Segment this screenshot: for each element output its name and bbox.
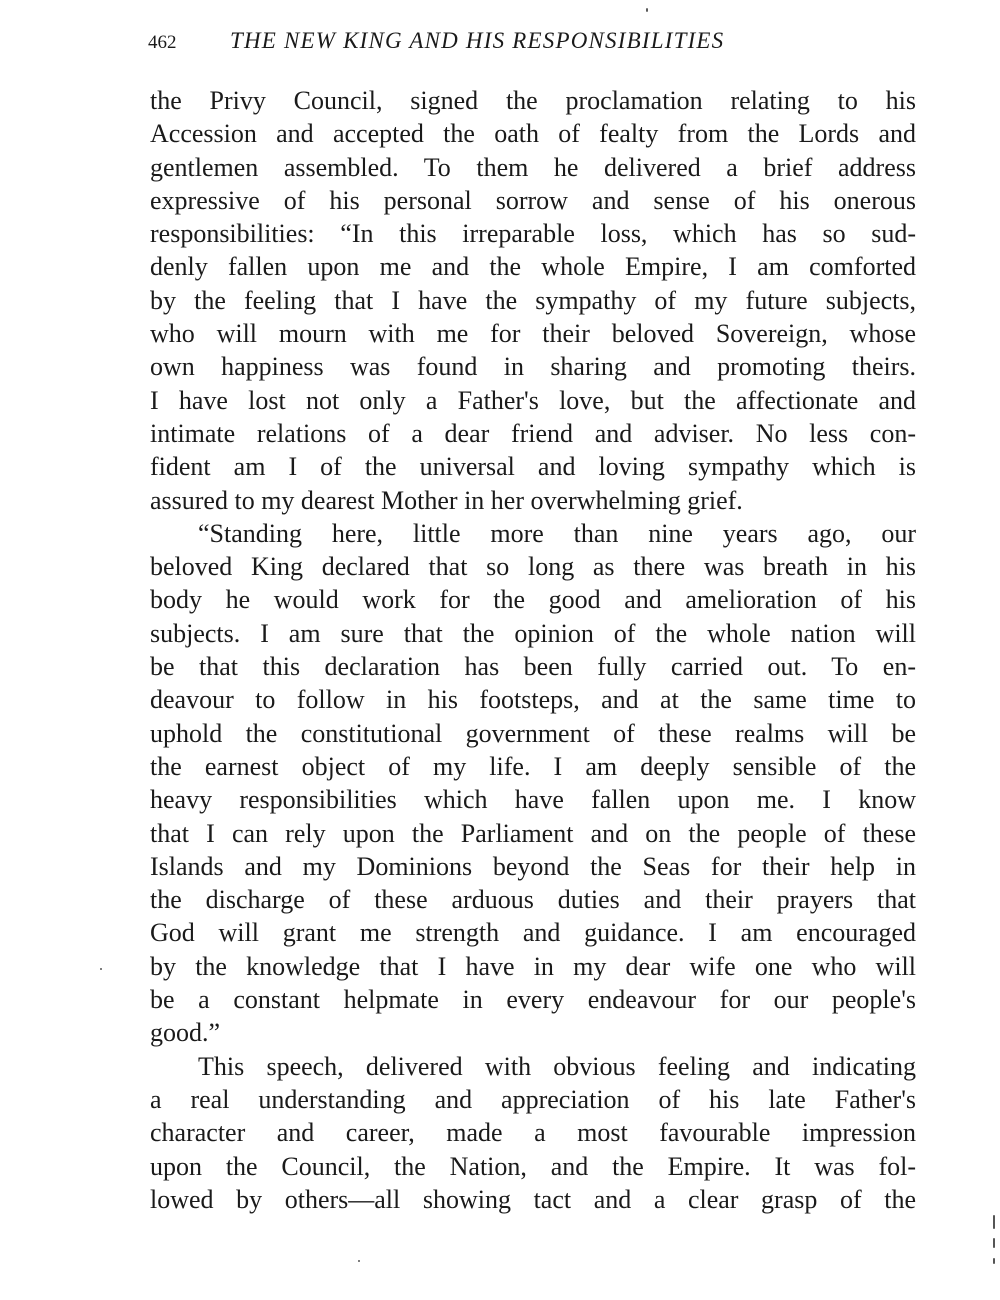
scan-speck — [993, 1258, 995, 1264]
text-line: be a constant helpmate in every endeavour for our people's — [150, 985, 916, 1015]
scan-speck — [993, 1215, 995, 1229]
text-line: “Standing here, little more than nine years ago, our — [198, 518, 916, 548]
text-line: lowed by others—all showing tact and a clear grasp of the — [150, 1184, 916, 1214]
text-line: by the feeling that I have the sympathy of my future subjects, — [150, 285, 916, 315]
text-line: responsibilities: “In this irreparable loss, which has so sud- — [150, 219, 916, 249]
text-line: the Privy Council, signed the proclamation relating to his — [150, 86, 916, 115]
scan-speck — [100, 968, 102, 970]
text-line: Islands and my Dominions beyond the Seas for their help in — [150, 851, 916, 881]
text-line: good.” — [150, 1018, 221, 1048]
text-line: deavour to follow in his footsteps, and at the same time to — [150, 685, 916, 715]
text-line: who will mourn with me for their beloved Sovereign, whose — [150, 319, 916, 349]
text-line: This speech, delivered with obvious feeling and indicating — [198, 1051, 916, 1081]
text-line: beloved King declared that so long as there was breath in his — [150, 552, 916, 582]
scan-speck — [993, 1238, 995, 1248]
body-text — [150, 84, 916, 1216]
text-line: be that this declaration has been fully carried out. To en- — [150, 652, 916, 682]
text-line: that I can rely upon the Parliament and on the people of these — [150, 818, 916, 848]
text-line: subjects. I am sure that the opinion of the whole nation will — [150, 618, 916, 648]
text-line: own happiness was found in sharing and promoting theirs. — [150, 352, 916, 382]
text-line: the earnest object of my life. I am deeply sensible of the — [150, 751, 916, 781]
text-line: the discharge of these arduous duties and their prayers that — [150, 885, 916, 915]
scan-speck — [646, 8, 648, 12]
page-number: 462 — [148, 32, 177, 53]
text-line: assured to my dearest Mother in her overwhelming grief. — [150, 485, 743, 515]
text-line: denly fallen upon me and the whole Empire, I am comforted — [150, 252, 916, 282]
text-line: uphold the constitutional government of these realms will be — [150, 718, 916, 748]
text-line: God will grant me strength and guidance. I am encouraged — [150, 918, 916, 948]
text-line: body he would work for the good and amelioration of his — [150, 585, 916, 615]
text-line: character and career, made a most favourable impression — [150, 1118, 916, 1148]
text-line: Accession and accepted the oath of fealty from the Lords and — [150, 119, 916, 149]
text-line: by the knowledge that I have in my dear wife one who will — [150, 951, 916, 981]
text-line: gentlemen assembled. To them he delivered a brief address — [150, 152, 916, 182]
text-line: fident am I of the universal and loving sympathy which is — [150, 452, 916, 482]
running-head — [148, 28, 848, 60]
scan-speck — [358, 1260, 360, 1262]
text-line: a real understanding and appreciation of his late Father's — [150, 1084, 916, 1114]
text-line: heavy responsibilities which have fallen upon me. I know — [150, 785, 916, 815]
text-line: expressive of his personal sorrow and sense of his onerous — [150, 185, 916, 215]
running-title: THE NEW KING AND HIS RESPONSIBILITIES — [230, 28, 725, 53]
text-line: I have lost not only a Father's love, but the affectionate and — [150, 385, 916, 415]
text-line: upon the Council, the Nation, and the Empire. It was fol- — [150, 1151, 916, 1181]
text-line: intimate relations of a dear friend and adviser. No less con- — [150, 418, 916, 448]
